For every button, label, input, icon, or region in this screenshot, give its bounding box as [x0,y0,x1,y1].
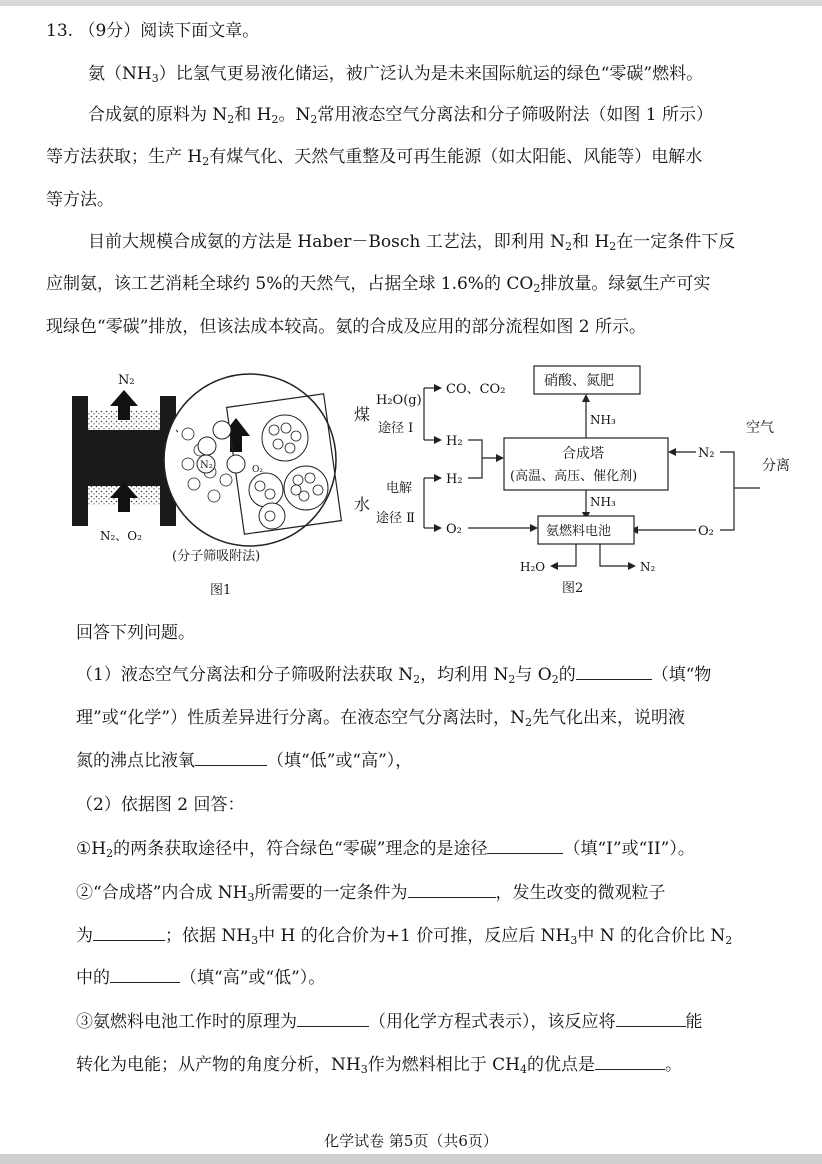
o2-route2-label: O₂ [446,522,462,537]
subscript: 2 [524,716,532,729]
answer-blank[interactable] [297,1012,369,1027]
subscript: 2 [271,113,279,126]
tower-title: 合成塔 [562,446,604,462]
q2-sub-3-line-1 [76,1011,703,1033]
air-label: 空气 [746,420,774,436]
subscript: 2 [725,934,733,947]
subscript: 3 [570,934,578,947]
q1-line-3 [76,750,412,772]
text-run: 和 H [234,105,272,125]
passage-line [46,189,114,211]
n2-output-label: N₂ [640,560,656,574]
subscript: 3 [151,72,159,85]
figure-1-molecular-sieve [60,360,350,600]
text-run: ①H [76,839,107,859]
subscript: 2 [413,673,421,686]
subscript: 2 [227,113,235,126]
subscript: 2 [310,113,318,126]
text-run: （填“高”或“低”）。 [180,968,326,988]
passage-line [88,231,735,253]
nh3-down-label: NH₃ [590,495,616,509]
q2-sub-1 [76,838,695,860]
separation-label: 分离 [762,458,790,474]
text-run: 。N [278,105,311,125]
passage-line [88,104,713,126]
subscript: 3 [247,891,255,904]
bottom-scan-edge [0,1154,822,1164]
route-1-label: 途径 I [378,421,414,436]
question-header [46,20,259,42]
fig2-title: 图2 [562,581,584,596]
adsorbent-bed [88,430,160,486]
subscript: 2 [565,240,573,253]
text-run: ，均利用 N [420,665,509,685]
route-2-label: 途径 Ⅱ [376,511,415,526]
text-run: 先气化出来，说明液 [531,708,685,728]
text-run: 常用液态空气分离法和分子筛吸附法（如图 1 所示） [317,105,714,125]
text-run: 氮的沸点比液氧 [76,751,195,771]
text-run: 理”或“化学”）性质差异进行分离。在液态空气分离法时，N [76,708,525,728]
text-run: 的两条获取途径中，符合绿色“零碳”理念的是途径 [113,839,488,859]
nh3-up-label: NH₃ [590,413,616,427]
text-run: ）比氢气更易液化储运，被广泛认为是未来国际航运的绿色“零碳”燃料。 [158,64,704,84]
text-run: 所需要的一定条件为 [254,883,408,903]
text-run: ，发生改变的微观粒子 [495,883,666,903]
column-left-wall [72,396,88,526]
text-run: 中 H 的化合价为+1 价可推，反应后 NH [258,926,571,946]
text-run: 在一定条件下反 [616,232,736,252]
passage-line [46,146,702,168]
co-co2-label: CO、CO₂ [446,382,506,397]
answer-blank[interactable] [487,839,563,854]
text-run: ③氨燃料电池工作时的原理为 [76,1012,297,1032]
passage-line [46,273,710,295]
text-run: 的优点是 [526,1055,595,1075]
text-run: 。 [664,1055,682,1075]
answer-blank[interactable] [110,968,180,983]
question-instruction: 阅读下面文章。 [140,21,260,41]
o2-separated-label: O₂ [698,524,714,539]
q1-line-1 [76,664,711,686]
text-run: 有煤气化、天然气重整及可再生能源（如太阳能、风能等）电解水 [209,147,703,167]
answer-blank[interactable] [576,665,652,680]
coal-label: 煤 [354,405,371,424]
text-run: 转化为电能；从产物的角度分析，NH [76,1055,361,1075]
fig1-bottom-label: N₂、O₂ [100,529,142,543]
subscript: 2 [551,673,559,686]
subscript: 2 [202,155,210,168]
q2-sub-2-line-3 [76,967,325,989]
text-run: （填“低”或“高”）， [267,751,413,771]
text-run: （1）液态空气分离法和分子筛吸附法获取 N [76,665,414,685]
text-run: （用化学方程式表示），该反应将 [369,1012,616,1032]
answer-blank[interactable] [616,1012,686,1027]
text-run: 排放量。绿氨生产可实 [540,274,711,294]
figure-2-flow-diagram [350,360,790,600]
text-run: （填“物 [651,665,712,685]
text-run: 应制氨，该工艺消耗全球约 5%的天然气，占据全球 1.6%的 CO [46,274,534,294]
text-run: 等方法获取；生产 H [46,147,203,167]
page-footer: 化学试卷 第5页（共6页） [324,1132,498,1150]
tower-conditions: (高温、高压、催化剂) [510,469,638,484]
question-score: （9分） [78,21,141,41]
passage-line [46,316,646,338]
text-run: 氨（NH [88,64,152,84]
q2-head: （2）依据图 2 回答： [76,795,245,815]
text-run: ②“合成塔”内合成 NH [76,883,248,903]
text-run: 中 N 的化合价比 N [577,926,726,946]
n2-separated-label: N₂ [698,446,715,461]
text-run: 与 O [515,665,552,685]
h2o-output-label: H₂O [520,560,546,574]
fig1-title: 图1 [210,583,232,598]
text-run: 的 [558,665,576,685]
top-scan-edge [0,0,822,6]
h2-route1-label: H₂ [446,434,463,449]
subscript: 2 [508,673,516,686]
text-run: 等方法。 [46,190,114,210]
answers-intro: 回答下列问题。 [76,623,195,643]
subscript: 3 [251,934,259,947]
text-run: 能 [685,1012,703,1032]
q1-line-2 [76,707,685,729]
text-run: 合成氨的原料为 N [88,105,228,125]
fuel-cell-label: 氨燃料电池 [546,524,612,539]
answer-blank[interactable] [595,1055,665,1070]
o2-molecule-label: O₂ [252,465,263,475]
q2-sub-3-line-2 [76,1054,682,1076]
water-label: 水 [354,495,371,514]
text-run: 目前大规模合成氨的方法是 Haber－Bosch 工艺法，即利用 N [88,232,566,252]
n2-molecule-label: N₂ [200,460,213,471]
subscript: 2 [106,847,114,860]
text-run: 为 [76,926,93,946]
text-run: （填“I”或“II”）。 [563,839,695,859]
q2-sub-2-line-1 [76,882,666,904]
fig1-caption: (分子筛吸附法) [172,549,261,564]
nitric-fertilizer-label: 硝酸、氮肥 [544,373,614,389]
text-run: 作为燃料相比于 CH [367,1055,520,1075]
subscript: 2 [533,282,541,295]
text-run: 中的 [76,968,110,988]
h2o-gas-label: H₂O(g) [376,393,422,408]
question-number: 13. [46,21,74,41]
answer-blank[interactable] [195,751,267,766]
q2-sub-2-line-2 [76,925,732,947]
fig1-top-label: N₂ [118,373,135,388]
subscript: 3 [360,1063,368,1076]
subscript: 2 [609,240,617,253]
electrolysis-label: 电解 [386,481,413,496]
text-run: 和 H [572,232,610,252]
passage-line [88,63,703,85]
answer-blank[interactable] [93,926,165,941]
text-run: ；依据 NH [165,926,252,946]
text-run: 现绿色“零碳”排放，但该法成本较高。氨的合成及应用的部分流程如图 2 所示。 [46,317,647,337]
answer-blank[interactable] [408,883,496,898]
subscript: 4 [519,1063,527,1076]
h2-route2-label: H₂ [446,472,463,487]
